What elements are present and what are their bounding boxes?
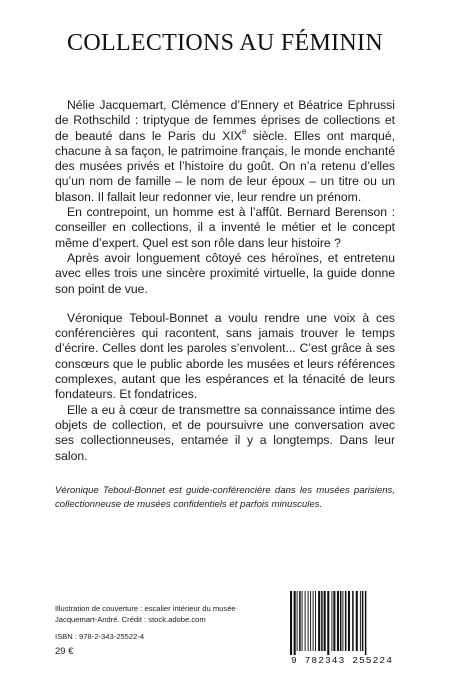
author-bio: [55, 484, 395, 511]
barcode-digits: 9 782343 255224: [290, 655, 393, 666]
barcode-bar: [345, 591, 347, 651]
barcode-bar: [313, 591, 314, 651]
barcode-bar: [321, 591, 323, 651]
barcode-bar: [331, 591, 332, 651]
price: 29 €: [55, 646, 74, 657]
book-title: COLLECTIONS AU FÉMININ: [67, 30, 383, 56]
paragraph-4: Véronique Teboul-Bonnet a voulu rendre une voix à ces conférencières qui racontent, sans jamais trouver le temps d’écrire. Celles dont les paroles s’envolent... C’est grâce à ses consœurs que le public aborde les musées et leurs références complexes, autant que les espérances et la ténacité de leurs fondateurs. Et fondatrices.: [55, 310, 395, 402]
paragraph-1-part-b: siècle. Elles ont marqué, chacune à sa façon, le patrimoine français, le monde enchanté des musées privés et l’histoire du goût. On n’a retenu d’elles qu’un nom de famille – le nom de leur époux – un titre ou un blason. Il fallait leur redonner vie, leur rendre un prénom.: [55, 128, 395, 204]
barcode-bar: [294, 591, 296, 655]
barcode-bar: [337, 591, 339, 651]
author-bio-text: est guide-conférencière dans les musées parisiens, collectionneuse de musées confidentiels et parfois minuscules.: [55, 485, 395, 510]
barcode-bar: [356, 591, 358, 651]
paragraph-5: Elle a eu à cœur de transmettre sa connaissance intime des objets de collection, et de poursuivre une conversation avec ses collectionneuses, entamée il y a longtemps. Dans leur salon.: [55, 402, 395, 463]
barcode-bar: [348, 591, 350, 651]
barcode-bars: [282, 589, 402, 655]
barcode-bar: [297, 591, 298, 651]
barcode-bar: [342, 591, 343, 651]
barcode-bar: [290, 591, 292, 655]
barcode-bar: [315, 591, 316, 651]
barcode-bar: [305, 591, 306, 651]
barcode-bar: [318, 591, 320, 651]
century-superscript: e: [241, 126, 247, 136]
barcode-bar: [324, 591, 326, 651]
paragraph-1: [55, 98, 395, 205]
barcode: [282, 589, 402, 677]
barcode-bar: [352, 591, 354, 651]
paragraph-2: En contrepoint, un homme est à l’affût. Bernard Berenson : conseiller en collections, il a inventé le métier et le concept même d’expert. Quel est son rôle dans leur histoire ?: [55, 205, 395, 250]
barcode-bar: [327, 591, 329, 655]
cover-credit: Illustration de couverture : escalier intérieur du musée Jacquemart-André. Crédit : stock.adobe.com: [55, 604, 236, 624]
barcode-bar: [333, 591, 335, 651]
barcode-bar: [310, 591, 311, 651]
barcode-bar: [362, 591, 364, 651]
barcode-bar: [360, 591, 361, 651]
barcode-bar: [340, 591, 342, 651]
barcode-bar: [299, 591, 301, 651]
paragraph-1-part-a: Nélie Jacquemart, Clémence d’Ennery et Béatrice Ephrussi de Rothschild : triptyque de femmes éprises de collections et de beauté dans le Paris du XIX: [55, 98, 395, 143]
paragraph-3: Après avoir longuement côtoyé ces héroïnes, et entretenu avec elles trois une sincère proximité virtuelle, la guide donne son point de vue.: [55, 250, 395, 296]
blurb: [55, 98, 395, 464]
barcode-bar: [308, 591, 309, 651]
author-name: Véronique Teboul-Bonnet: [55, 485, 165, 496]
barcode-bar: [365, 591, 367, 655]
isbn: ISBN : 978-2-343-25522-4: [55, 632, 145, 641]
barcode-bar: [302, 591, 303, 651]
